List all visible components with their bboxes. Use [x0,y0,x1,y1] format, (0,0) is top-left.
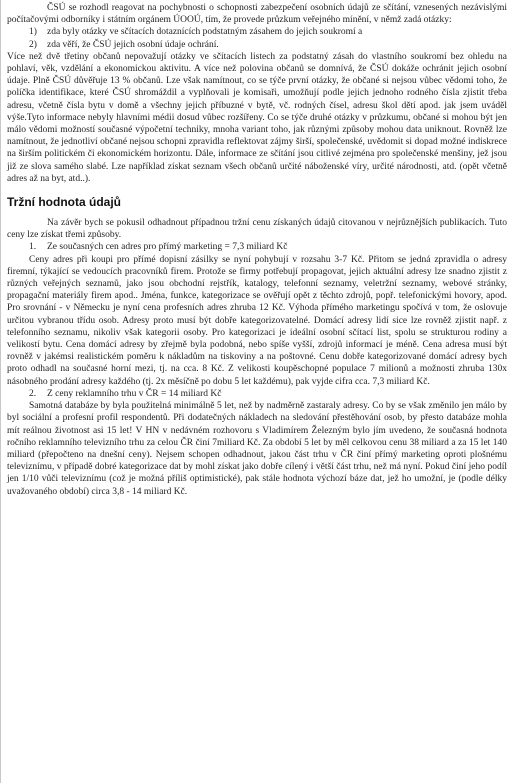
section2-number: 2. [29,388,37,399]
section1-title-text: Ze současných cen adres pro přímý marketing = 7,3 miliard Kč [47,242,288,253]
section-heading-text: Tržní hodnota údajů [7,195,121,210]
list-item-number: 1) [29,27,37,38]
list-item-text: zda věří, že ČSÚ jejich osobní údaje ochrání. [47,39,219,50]
document-body [7,2,507,498]
survey-paragraph: Více než dvě třetiny občanů nepovažují otázky ve sčítacích listech za podstatný zásah do vlastního soukromí bez ohledu na pohlaví, věk, vzdělání a ekonomickou aktivitu. A více než polovina občanů se domnívá, že ČSÚ dokáže ochránit jejich osobní údaje. Plně ČSÚ důvěřuje 13 % občanů. Lze však namítnout, co se týče první otázky, že občané si nejsou vůbec vědomi toho, že políčka identifikace, které ČSÚ shromáždil a vyplňovali je komisaři, umožňují podle jejich jednoho rodného čísla zjistit třeba adresu, včetně čísla bytu v domě a všechny jejich příbuzné v bytě, vč. rodných čísel, adresu škol dětí apod. jak jsem uváděl výše.Tyto informace nebyly hlavními médii dosud vůbec rozšířeny. Co se týče druhé otázky v průzkumu, občané si mohou být jen málo vědomi možností současné výpočetní techniky, mnoha variant toho, jak různými způsoby mohou data uniknout. Rovněž lze namítnout, že jednotliví občané nejsou schopni zpravidla reflektovat zájmy širší, společenské, uvědomit si dopad možné indiskrece na širším politickém či ekonomickém horizontu. Dále, informace ze sčítání jsou citlivé zejména pro společenské menšiny, jež jsou již ze slova samého slabé. Lze například získat seznam všech občanů určité náboženské víry, určité národnosti, atd. (opět včetně adres až na byt, atd..). [7,51,507,184]
section1-body: Ceny adres při koupi pro přímé dopisní zásilky se nyní pohybují v rozsahu 3-7 Kč. Přitom se jedná zpravidla o adresy firemní, týkající se vedoucích pracovníků firem. Protože se firmy potřebují propagovat, jejich aktuální adresy lze snadno zjistit z různých veřejných seznamů, jako jsou obchodní rejstřík, katalogy, telefonní seznamy, veletržní seznamy, webové stránky, propagační materiály firem apod.. Jména, funkce, kategorizace se ověřují opět z těchto zdrojů, popř. telefonickými hovory, apod. Pro srovnání - v Německu je nyní cena profesních adres zhruba 12 Kč. Výhoda přímého marketingu spočívá v tom, že oslovuje určitou vybranou třídu osob. Adresy proto musí být dobře kategorizovatelné. Domácí adresy lidí sice lze rovněž zjistit např. z telefonního seznamu, nikoliv však kategorii osoby. Pro kategorizaci je ideální osobní sčítací list, spolu se strukturou rodiny a velikostí bytu. Cena domácí adresy by zřejmě byla podobná, nebo spíše vyšší, zdrojů informací je méně. Cena adresa musí být rovněž v jakémsi realistickém poměru k nákladům na tiskoviny a na poštovné. Cenu dobře kategorizované domácí adresy bych proto odhadl na současné horní mezi, tj. na cca. 8 Kč. Z velikosti koupěschopné populace 7 milionů a možnosti zhruba 130x násobného prodání adresy každého (tj. 2x měsíčně po dobu 5 let každému), pak vyjde cifra cca. 7,3 miliard Kč. [7,254,507,387]
section2-title-text: Z ceny reklamního trhu v ČR = 14 miliard Kč [47,388,222,399]
question-list [7,26,507,50]
list-item [7,39,507,51]
section1-title [7,241,507,253]
section2-title [7,388,507,400]
intro-paragraph: ČSÚ se rozhodl reagovat na pochybnosti o schopnosti zabezpečení osobních údajů ze sčítání, vznesených nezávislými počítačovými odborníky i státním orgánem ÚOOÚ, tím, že provede průzkum veřejného mínění, v němž zadá otázky: [7,3,507,26]
section-heading [7,195,507,209]
section2-body: Samotná databáze by byla použitelná minimálně 5 let, než by nadměrně zastaraly adresy. Co by se však změnilo jen málo by byl sociální a profesní profil respondentů. Při dodatečných nákladech na sledování přestěhování osob, by přesto databáze mohla mít reálnou životnost asi 15 let! V HN v nedávném rozhovoru s Vladimírem Železným bylo jím uvedeno, že současná hodnota ročního reklamního televizního trhu za celou ČR činí 7miliard Kč. Za období 5 let by měl celkovou cenu 38 miliard a za 15 let 140 miliard (přepočteno na dnešní ceny). Nejsem schopen odhadnout, jakou část trhu v ČR činí přímý marketing oproti plošnému televiznímu, v případě dobré kategorizace dat by mohl získat jako dobře cílený i větší část trhu, než má nyní. Pokud činí jeho podíl jen 1/10 vůči televiznímu (což je možná příliš optimistické), pak stále hodnota výchozí báze dat, jež ho umožní, je (podle délky uvažovaného období) circa 3,8 - 14 miliard Kč. [7,401,507,497]
list-item-text: zda byly otázky ve sčítacích dotaznících podstatným zásahem do jejich soukromí a [47,27,363,38]
list-item-number: 2) [29,39,37,50]
section1-number: 1. [29,242,37,253]
list-item [7,26,507,38]
market-intro-paragraph: Na závěr bych se pokusil odhadnout případnou tržní cenu získaných údajů citovanou v nejrůznějších publikacích. Tuto ceny lze získat třemi způsoby. [7,218,507,241]
